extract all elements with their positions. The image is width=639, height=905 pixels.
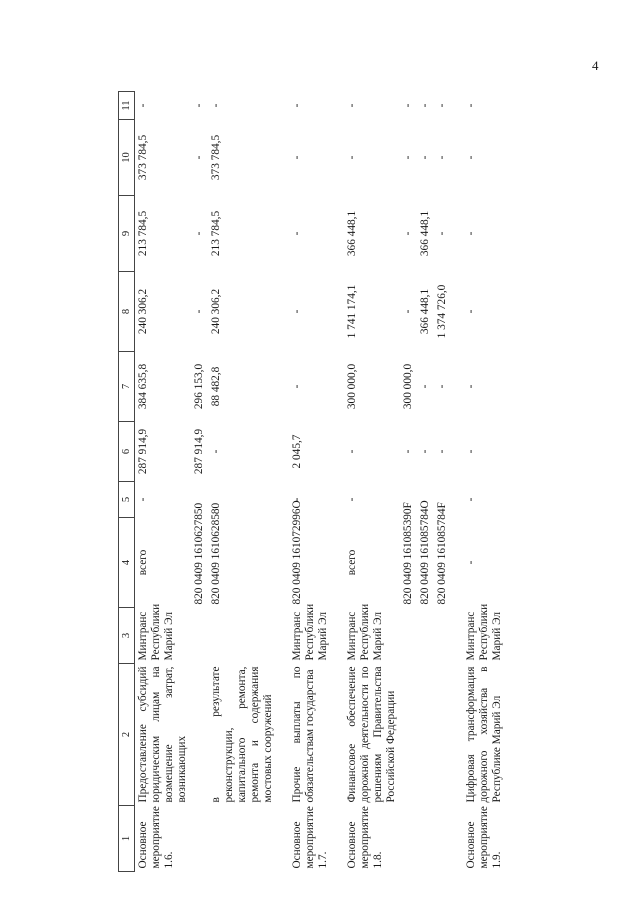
col9-cell: -: [436, 231, 448, 236]
budget-code-cell: всего: [346, 549, 358, 576]
description-cell: Цифровая трансформация дорожного хозяйства в Республике Марий Эл: [465, 666, 503, 803]
col8-cell: -: [291, 309, 303, 314]
description-cell: [434, 664, 451, 806]
col8-cell: 240 306,2: [210, 288, 222, 335]
col11-cell: -: [436, 103, 448, 108]
column-header: 10: [119, 120, 135, 196]
col6-cell: -: [210, 449, 222, 454]
description-cell: Финансовое обеспечение дорожной деятельности по решениям Правительства Российской Федерации: [346, 666, 397, 803]
rotated-landscape-page: [118, 92, 628, 872]
budget-code-cell: 820 0409 1610628580: [210, 502, 222, 605]
activity-cell: Основное мероприятие 1.8.: [346, 806, 384, 869]
col9-cell: 213 784,5: [210, 210, 222, 257]
row-spacer: [277, 92, 289, 872]
col10-cell: -: [402, 155, 414, 160]
column-header: 4: [119, 518, 135, 608]
budget-code-cell: всего: [137, 549, 149, 576]
col7-cell: 300 000,0: [346, 363, 358, 410]
col7-cell: 88 482,8: [210, 366, 222, 407]
col9-cell: -: [193, 231, 205, 236]
col7-cell: 296 153,0: [193, 363, 205, 410]
row-spacer: [332, 92, 344, 872]
activity-cell: Основное мероприятие 1.6.: [137, 806, 175, 869]
col8-cell: 1 374 726,0: [436, 284, 448, 339]
budget-code-cell: -: [465, 560, 477, 565]
col7-cell: 384 635,8: [137, 363, 149, 410]
col11-cell: -: [402, 103, 414, 108]
table-row: [463, 92, 506, 872]
col9-cell: 366 448,1: [419, 210, 431, 257]
col11-cell: -: [291, 103, 303, 108]
description-cell: Прочие выплаты по обязательствам государства: [291, 666, 316, 803]
col8-cell: -: [193, 309, 205, 314]
executor-cell: Минтранс Республики Марий Эл: [137, 603, 175, 661]
header-row: [119, 92, 135, 872]
activity-cell: [208, 806, 277, 872]
col6-cell: -: [402, 449, 414, 454]
budget-code-cell: 820 0409 161085784F: [436, 502, 448, 605]
column-header: 7: [119, 352, 135, 422]
column-header: 5: [119, 482, 135, 518]
column-header: 6: [119, 422, 135, 482]
table-row: [434, 92, 451, 872]
col6-cell: -: [436, 449, 448, 454]
col5-cell: -: [291, 497, 303, 502]
col6-cell: 2 045,7: [291, 434, 303, 469]
activity-cell: Основное мероприятие 1.9.: [465, 806, 503, 869]
col7-cell: 300 000,0: [402, 363, 414, 410]
col11-cell: -: [137, 103, 149, 108]
table-row: [191, 92, 208, 872]
table-row: [135, 92, 192, 872]
col8-cell: 366 448,1: [419, 288, 431, 335]
description-cell: в результате реконструкции, капитального ремонта, ремонта и содержания мостовых сооружений: [210, 666, 274, 803]
table-row: [344, 92, 400, 872]
col6-cell: 287 914,9: [193, 428, 205, 475]
budget-code-cell: 820 0409 1610627850: [193, 502, 205, 605]
col7-cell: -: [436, 384, 448, 389]
description-cell: [191, 664, 208, 806]
col11-cell: -: [419, 103, 431, 108]
executor-cell: [417, 608, 434, 664]
col6-cell: -: [346, 449, 358, 454]
column-header: 9: [119, 196, 135, 272]
col7-cell: -: [465, 384, 477, 389]
col5-cell: -: [465, 497, 477, 502]
column-header: 1: [119, 806, 135, 872]
col10-cell: -: [346, 155, 358, 160]
executor-cell: [208, 608, 277, 664]
activity-cell: Основное мероприятие 1.7.: [291, 806, 329, 869]
activity-cell: [191, 806, 208, 872]
table-row: [289, 92, 332, 872]
activity-cell: [434, 806, 451, 872]
budget-code-cell: 820 0409 161072996О: [291, 500, 303, 605]
description-cell: [417, 664, 434, 806]
col10-cell: 373 784,5: [137, 134, 149, 181]
col9-cell: -: [291, 231, 303, 236]
executor-cell: [434, 608, 451, 664]
col10-cell: -: [291, 155, 303, 160]
budget-code-cell: 820 0409 161085390F: [402, 502, 414, 605]
col8-cell: -: [402, 309, 414, 314]
executor-cell: Минтранс Республики Марий Эл: [291, 603, 329, 661]
col10-cell: -: [465, 155, 477, 160]
col11-cell: -: [346, 103, 358, 108]
row-spacer: [451, 92, 463, 872]
col7-cell: -: [291, 384, 303, 389]
col9-cell: 366 448,1: [346, 210, 358, 257]
col10-cell: -: [419, 155, 431, 160]
description-cell: Предоставление субсидий юридическим лицам на возмещение затрат, возникающих: [137, 666, 188, 803]
col11-cell: -: [193, 103, 205, 108]
table-body: [135, 92, 519, 872]
col10-cell: -: [193, 155, 205, 160]
column-header: 3: [119, 608, 135, 664]
budget-table: [118, 91, 518, 872]
col6-cell: 287 914,9: [137, 428, 149, 475]
col9-cell: -: [402, 231, 414, 236]
column-header: 8: [119, 272, 135, 352]
activity-cell: [417, 806, 434, 872]
executor-cell: [191, 608, 208, 664]
col8-cell: 240 306,2: [137, 288, 149, 335]
col8-cell: -: [465, 309, 477, 314]
table-row: [417, 92, 434, 872]
col8-cell: 1 741 174,1: [346, 284, 358, 339]
col11-cell: -: [210, 103, 222, 108]
col5-cell: -: [346, 497, 358, 502]
table-row: [208, 92, 277, 872]
activity-cell: [400, 806, 417, 872]
executor-cell: Минтранс Республики Марий Эл: [465, 603, 503, 661]
description-cell: [400, 664, 417, 806]
column-header: 2: [119, 664, 135, 806]
column-header: 11: [119, 92, 135, 120]
col9-cell: -: [465, 231, 477, 236]
col10-cell: 373 784,5: [210, 134, 222, 181]
col9-cell: 213 784,5: [137, 210, 149, 257]
col6-cell: -: [465, 449, 477, 454]
executor-cell: Минтранс Республики Марий Эл: [346, 603, 384, 661]
page-number: 4: [592, 58, 599, 73]
col11-cell: -: [465, 103, 477, 108]
col10-cell: -: [436, 155, 448, 160]
col7-cell: -: [419, 384, 431, 389]
col6-cell: -: [419, 449, 431, 454]
executor-cell: [400, 608, 417, 664]
budget-code-cell: 820 0409 161085784О: [419, 500, 431, 605]
row-spacer: [506, 92, 518, 872]
col5-cell: -: [137, 497, 149, 502]
table-row: [400, 92, 417, 872]
